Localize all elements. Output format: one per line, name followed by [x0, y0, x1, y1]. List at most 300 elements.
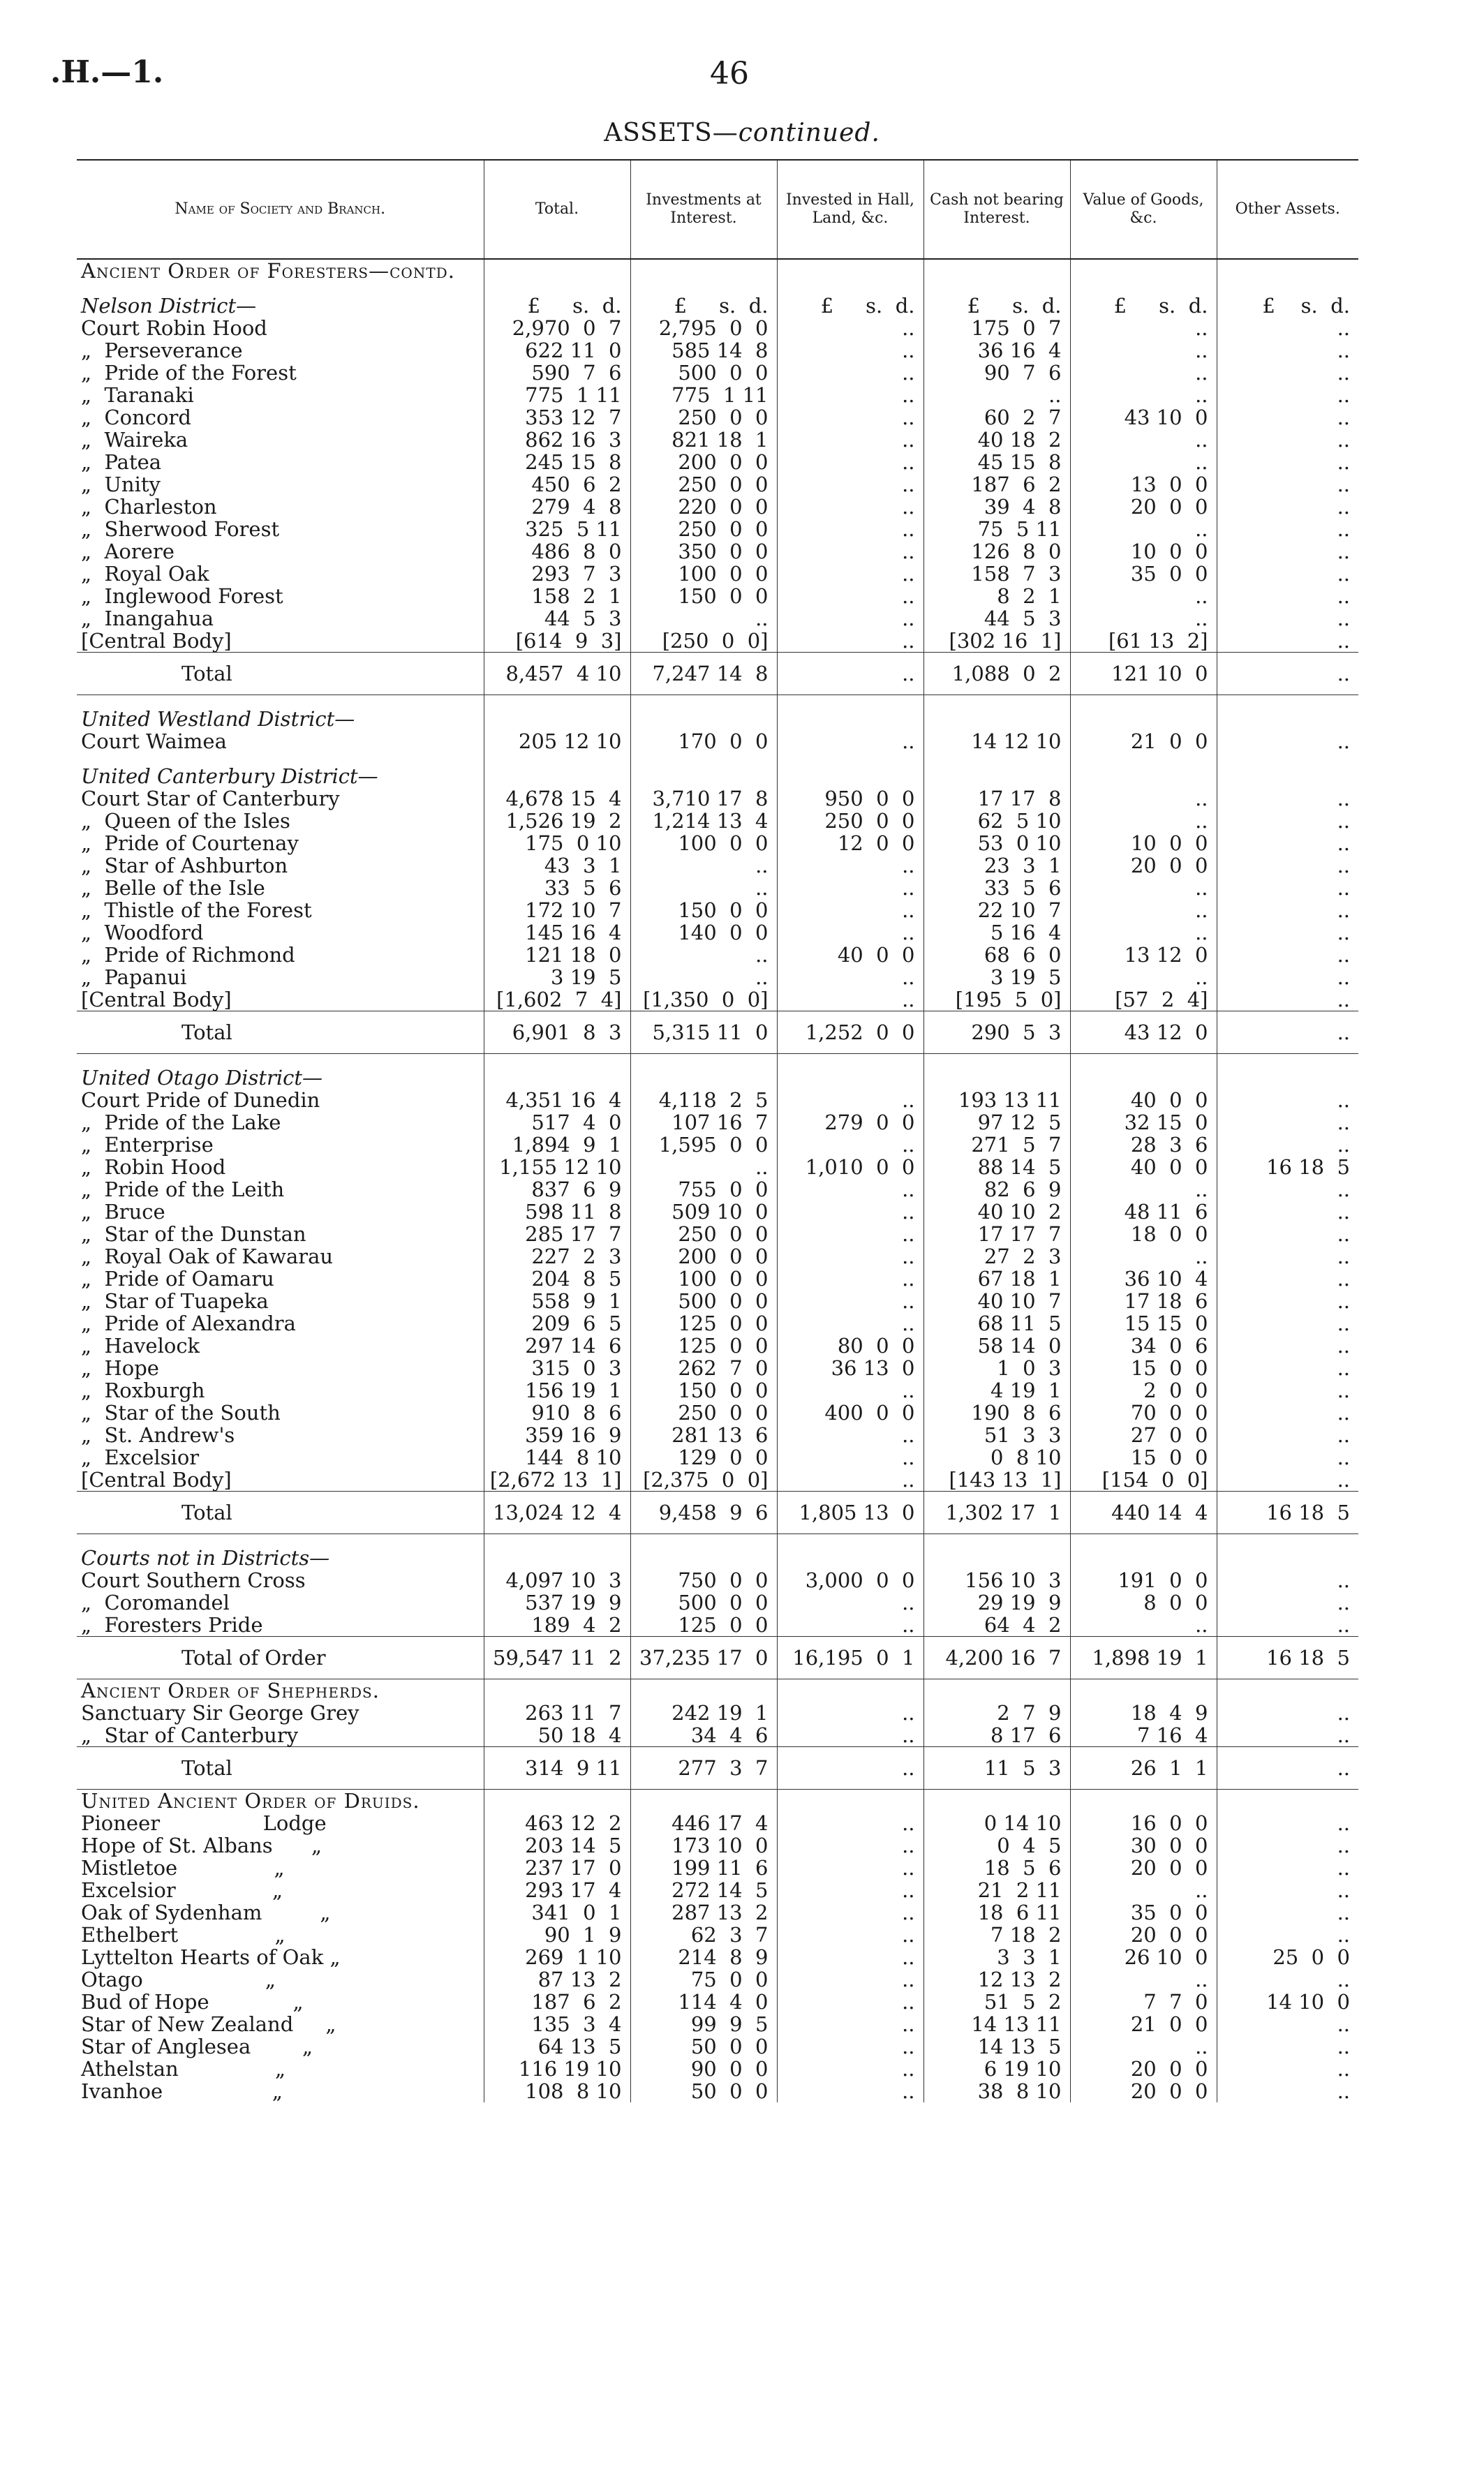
branch-name: „ Papanui	[81, 965, 187, 989]
value-cell: ..	[1070, 1178, 1217, 1201]
value-cell: 150 0 0	[630, 1379, 777, 1402]
value-cell: 34 0 6	[1070, 1335, 1217, 1357]
value-cell: ..	[777, 730, 923, 752]
value-cell: ..	[630, 1156, 777, 1178]
value-cell: ..	[777, 988, 923, 1011]
value-cell: ..	[1070, 585, 1217, 607]
value-cell: 269 1 10	[484, 1946, 630, 1968]
value-cell	[1217, 1534, 1358, 1570]
value-cell: 4 19 1	[923, 1379, 1070, 1402]
order-row	[77, 1679, 1358, 1702]
branch-name: Hope of St. Albans „	[81, 1834, 322, 1857]
page-title	[0, 119, 1484, 147]
value-cell: ..	[1217, 2080, 1358, 2102]
value-cell: 271 5 7	[923, 1134, 1070, 1156]
branch-name: Ivanhoe „	[81, 2079, 283, 2103]
value-cell: 486 8 0	[484, 540, 630, 563]
value-cell: 250 0 0	[630, 473, 777, 496]
value-cell: 100 0 0	[630, 1268, 777, 1290]
value-cell: 36 16 4	[923, 339, 1070, 362]
value-cell: 16,195 0 1	[777, 1637, 923, 1679]
value-cell: ..	[1217, 966, 1358, 988]
value-cell: 26 10 0	[1070, 1946, 1217, 1968]
value-cell: 28 3 6	[1070, 1134, 1217, 1156]
column-header-other: Other Assets.	[1217, 160, 1358, 259]
value-cell: ..	[1070, 1879, 1217, 1901]
value-cell: 293 7 3	[484, 563, 630, 585]
value-cell: 1,805 13 0	[777, 1492, 923, 1534]
value-cell: 45 15 8	[923, 451, 1070, 473]
value-cell: ..	[777, 2035, 923, 2058]
value-cell: 125 0 0	[630, 1335, 777, 1357]
value-cell: 0 14 10	[923, 1812, 1070, 1834]
value-cell: ..	[1217, 1089, 1358, 1111]
value-cell: 910 8 6	[484, 1402, 630, 1424]
value-cell: ..	[1217, 653, 1358, 695]
value-cell: ..	[1217, 1614, 1358, 1637]
value-cell: ..	[1217, 1469, 1358, 1492]
value-cell	[1070, 1054, 1217, 1090]
value-cell: 1,898 19 1	[1070, 1637, 1217, 1679]
value-cell: ..	[1217, 1924, 1358, 1946]
value-cell: ..	[630, 854, 777, 877]
value-cell: 50 18 4	[484, 1724, 630, 1747]
value-cell: 2,970 0 7	[484, 317, 630, 339]
value-cell: ..	[777, 1724, 923, 1747]
branch-name: Courts not in Districts—	[81, 1546, 330, 1570]
value-cell: 262 7 0	[630, 1357, 777, 1379]
value-cell: 18 4 9	[1070, 1702, 1217, 1724]
branch-name: Total	[77, 1747, 484, 1790]
value-cell: ..	[1070, 362, 1217, 384]
branch-name: „ Pride of the Lake	[81, 1111, 281, 1134]
branch-name: „ Pride of Courtenay	[81, 831, 299, 855]
value-cell: ..	[777, 1469, 923, 1492]
value-cell	[777, 1054, 923, 1090]
value-cell: 14 13 5	[923, 2035, 1070, 2058]
value-cell: 341 0 1	[484, 1901, 630, 1924]
value-cell: 156 19 1	[484, 1379, 630, 1402]
value-cell: ..	[1070, 607, 1217, 630]
value-cell: 187 6 2	[484, 1991, 630, 2013]
table-row	[77, 1089, 1358, 1111]
value-cell: ..	[777, 1268, 923, 1290]
table-row	[77, 966, 1358, 988]
value-cell: 145 16 4	[484, 921, 630, 944]
table-row	[77, 1223, 1358, 1245]
value-cell	[923, 752, 1070, 787]
value-cell: 3 3 1	[923, 1946, 1070, 1968]
table-row	[77, 1402, 1358, 1424]
value-cell: 43 12 0	[1070, 1011, 1217, 1054]
value-cell: ..	[777, 1946, 923, 1968]
branch-name: United Ancient Order of Druids.	[81, 1789, 420, 1813]
value-cell: 15 15 0	[1070, 1312, 1217, 1335]
district-row	[77, 282, 1358, 317]
branch-name: „ Robin Hood	[81, 1155, 226, 1179]
value-cell: ..	[630, 877, 777, 899]
value-cell: ..	[1070, 921, 1217, 944]
value-cell: ..	[1070, 1614, 1217, 1637]
value-cell: ..	[1217, 317, 1358, 339]
value-cell: 14 12 10	[923, 730, 1070, 752]
value-cell: 315 0 3	[484, 1357, 630, 1379]
table-row	[77, 1178, 1358, 1201]
value-cell: 7,247 14 8	[630, 653, 777, 695]
value-cell: ..	[1217, 921, 1358, 944]
value-cell: 20 0 0	[1070, 2080, 1217, 2102]
value-cell	[923, 259, 1070, 282]
value-cell: 3 19 5	[484, 966, 630, 988]
total-row	[77, 653, 1358, 695]
value-cell: ..	[777, 406, 923, 429]
table-row	[77, 944, 1358, 966]
branch-name: Star of Anglesea „	[81, 2035, 313, 2058]
branch-name: Court Waimea	[81, 729, 227, 753]
table-row	[77, 429, 1358, 451]
value-cell: ..	[630, 966, 777, 988]
branch-name: [Central Body]	[81, 1468, 232, 1492]
branch-name: „ Pride of Oamaru	[81, 1267, 274, 1291]
value-cell: 33 5 6	[484, 877, 630, 899]
value-cell: 125 0 0	[630, 1312, 777, 1335]
column-header-name: Name of Society and Branch.	[77, 160, 484, 259]
value-cell: 15 0 0	[1070, 1357, 1217, 1379]
value-cell: 281 13 6	[630, 1424, 777, 1446]
table-row	[77, 1201, 1358, 1223]
value-cell: ..	[777, 1591, 923, 1614]
value-cell: 517 4 0	[484, 1111, 630, 1134]
value-cell: 189 4 2	[484, 1614, 630, 1637]
value-cell: 245 15 8	[484, 451, 630, 473]
value-cell: 33 5 6	[923, 877, 1070, 899]
value-cell	[630, 752, 777, 787]
branch-name: „ Roxburgh	[81, 1379, 205, 1402]
column-header-cash: Cash not bearing Interest.	[923, 160, 1070, 259]
branch-name: Court Star of Canterbury	[81, 787, 340, 810]
value-cell: 44 5 3	[923, 607, 1070, 630]
value-cell: 38 8 10	[923, 2080, 1070, 2102]
value-cell: ..	[777, 921, 923, 944]
table-row	[77, 1290, 1358, 1312]
value-cell: [2,672 13 1]	[484, 1469, 630, 1492]
value-cell: 590 7 6	[484, 362, 630, 384]
value-cell: ..	[1217, 540, 1358, 563]
value-cell: 16 18 5	[1217, 1156, 1358, 1178]
value-cell: 140 0 0	[630, 921, 777, 944]
value-cell	[484, 752, 630, 787]
value-cell: ..	[777, 1312, 923, 1335]
table-row	[77, 384, 1358, 406]
table-row	[77, 2035, 1358, 2058]
value-cell	[777, 1679, 923, 1702]
value-cell: 279 4 8	[484, 496, 630, 518]
value-cell: 40 18 2	[923, 429, 1070, 451]
title-main: ASSETS—	[604, 119, 739, 147]
table-row	[77, 473, 1358, 496]
branch-name: Excelsior „	[81, 1878, 283, 1902]
value-cell: 821 18 1	[630, 429, 777, 451]
value-cell: 12 0 0	[777, 832, 923, 854]
value-cell: ..	[1217, 451, 1358, 473]
value-cell: 350 0 0	[630, 540, 777, 563]
value-cell: 5 16 4	[923, 921, 1070, 944]
total-row	[77, 1637, 1358, 1679]
value-cell: 50 0 0	[630, 2080, 777, 2102]
value-cell: ..	[1217, 1747, 1358, 1790]
value-cell: 175 0 7	[923, 317, 1070, 339]
page-number: 46	[710, 56, 749, 91]
value-cell: ..	[1070, 451, 1217, 473]
value-cell: 36 13 0	[777, 1357, 923, 1379]
value-cell: ..	[1217, 1402, 1358, 1424]
value-cell	[1217, 752, 1358, 787]
value-cell	[777, 259, 923, 282]
value-cell: 1,010 0 0	[777, 1156, 923, 1178]
table-row	[77, 1469, 1358, 1492]
value-cell: ..	[630, 607, 777, 630]
value-cell: 88 14 5	[923, 1156, 1070, 1178]
value-cell: 1,252 0 0	[777, 1011, 923, 1054]
value-cell: ..	[777, 1812, 923, 1834]
district-row	[77, 1054, 1358, 1090]
value-cell: 1,088 0 2	[923, 653, 1070, 695]
value-cell: 500 0 0	[630, 362, 777, 384]
branch-name: Mistletoe „	[81, 1856, 285, 1880]
value-cell: ..	[1217, 473, 1358, 496]
value-cell: 116 19 10	[484, 2058, 630, 2080]
table-row	[77, 362, 1358, 384]
value-cell: 250 0 0	[630, 1402, 777, 1424]
value-cell: ..	[777, 339, 923, 362]
table-row	[77, 1812, 1358, 1834]
value-cell: ..	[1217, 518, 1358, 540]
table-row	[77, 1424, 1358, 1446]
branch-name: „ Excelsior	[81, 1446, 200, 1469]
value-cell: 40 0 0	[777, 944, 923, 966]
value-cell: 2 0 0	[1070, 1379, 1217, 1402]
value-cell	[1217, 695, 1358, 731]
value-cell: £ s. d.	[630, 282, 777, 317]
value-cell: 353 12 7	[484, 406, 630, 429]
value-cell: ..	[1070, 1245, 1217, 1268]
value-cell: 21 0 0	[1070, 730, 1217, 752]
table-row	[77, 1991, 1358, 2013]
value-cell: ..	[1217, 1724, 1358, 1747]
branch-name: „ Hope	[81, 1356, 159, 1380]
table-row	[77, 607, 1358, 630]
table-row	[77, 1357, 1358, 1379]
value-cell: ..	[1070, 2035, 1217, 2058]
value-cell: ..	[777, 317, 923, 339]
value-cell: 67 18 1	[923, 1268, 1070, 1290]
value-cell: 277 3 7	[630, 1747, 777, 1790]
value-cell: ..	[1217, 1312, 1358, 1335]
value-cell: 35 0 0	[1070, 1901, 1217, 1924]
value-cell: ..	[777, 1424, 923, 1446]
value-cell: 125 0 0	[630, 1614, 777, 1637]
table-row	[77, 630, 1358, 653]
value-cell: ..	[1217, 2013, 1358, 2035]
value-cell: ..	[777, 966, 923, 988]
value-cell: ..	[1217, 1591, 1358, 1614]
value-cell: 121 10 0	[1070, 653, 1217, 695]
value-cell: 500 0 0	[630, 1290, 777, 1312]
value-cell: ..	[1217, 1569, 1358, 1591]
table-row	[77, 1156, 1358, 1178]
value-cell	[484, 1534, 630, 1570]
branch-name: Total	[77, 1492, 484, 1534]
value-cell: 214 8 9	[630, 1946, 777, 1968]
value-cell: 1 0 3	[923, 1357, 1070, 1379]
value-cell	[923, 1054, 1070, 1090]
value-cell: ..	[777, 899, 923, 921]
value-cell: 16 0 0	[1070, 1812, 1217, 1834]
value-cell: 755 0 0	[630, 1178, 777, 1201]
value-cell: 21 2 11	[923, 1879, 1070, 1901]
value-cell: 59,547 11 2	[484, 1637, 630, 1679]
value-cell	[923, 1534, 1070, 1570]
value-cell: ..	[777, 563, 923, 585]
value-cell: 62 3 7	[630, 1924, 777, 1946]
value-cell: ..	[1217, 1357, 1358, 1379]
value-cell: ..	[1217, 1812, 1358, 1834]
value-cell: 97 12 5	[923, 1111, 1070, 1134]
value-cell	[923, 1679, 1070, 1702]
value-cell: ..	[1217, 1245, 1358, 1268]
branch-name: United Westland District—	[81, 707, 355, 731]
value-cell: 598 11 8	[484, 1201, 630, 1223]
value-cell: ..	[630, 944, 777, 966]
value-cell: 1,894 9 1	[484, 1134, 630, 1156]
table-row	[77, 496, 1358, 518]
table-row	[77, 730, 1358, 752]
value-cell: 7 7 0	[1070, 1991, 1217, 2013]
value-cell: ..	[1217, 1290, 1358, 1312]
value-cell: 14 13 11	[923, 2013, 1070, 2035]
value-cell: £ s. d.	[1070, 282, 1217, 317]
value-cell: [57 2 4]	[1070, 988, 1217, 1011]
value-cell: 10 0 0	[1070, 540, 1217, 563]
header-row	[77, 160, 1358, 259]
value-cell: 100 0 0	[630, 832, 777, 854]
branch-name: United Canterbury District—	[81, 764, 378, 788]
value-cell: 237 17 0	[484, 1857, 630, 1879]
branch-name: „ Perseverance	[81, 339, 243, 362]
value-cell	[777, 1534, 923, 1570]
value-cell	[484, 1054, 630, 1090]
value-cell: 43 10 0	[1070, 406, 1217, 429]
table-row	[77, 1834, 1358, 1857]
value-cell: 440 14 4	[1070, 1492, 1217, 1534]
value-cell: 23 3 1	[923, 854, 1070, 877]
value-cell: 87 13 2	[484, 1968, 630, 1991]
value-cell: 4,097 10 3	[484, 1569, 630, 1591]
value-cell: ..	[1217, 406, 1358, 429]
value-cell: ..	[777, 877, 923, 899]
value-cell: ..	[1070, 810, 1217, 832]
value-cell	[484, 1790, 630, 1813]
value-cell: [143 13 1]	[923, 1469, 1070, 1492]
branch-name: Otago „	[81, 1968, 276, 1991]
value-cell: 17 18 6	[1070, 1290, 1217, 1312]
value-cell: [154 0 0]	[1070, 1469, 1217, 1492]
value-cell: ..	[1217, 1424, 1358, 1446]
value-cell: 3,000 0 0	[777, 1569, 923, 1591]
value-cell: ..	[1217, 1011, 1358, 1054]
value-cell: 203 14 5	[484, 1834, 630, 1857]
value-cell: 40 0 0	[1070, 1156, 1217, 1178]
branch-name: Total	[77, 653, 484, 695]
value-cell: ..	[777, 518, 923, 540]
value-cell: 509 10 0	[630, 1201, 777, 1223]
value-cell: 36 10 4	[1070, 1268, 1217, 1290]
branch-name: „ Woodford	[81, 921, 204, 944]
value-cell: 537 19 9	[484, 1591, 630, 1614]
value-cell	[1217, 1054, 1358, 1090]
value-cell: 285 17 7	[484, 1223, 630, 1245]
branch-name: Lyttelton Hearts of Oak „	[81, 1945, 341, 1969]
total-row	[77, 1011, 1358, 1054]
value-cell: 17 17 7	[923, 1223, 1070, 1245]
value-cell: 43 3 1	[484, 854, 630, 877]
branch-name: „ Havelock	[81, 1334, 200, 1358]
value-cell: 135 3 4	[484, 2013, 630, 2035]
branch-name: „ Star of Tuapeka	[81, 1289, 269, 1313]
branch-name: Court Pride of Dunedin	[81, 1088, 320, 1112]
order-row	[77, 1790, 1358, 1813]
value-cell: ..	[777, 1857, 923, 1879]
value-cell: ..	[777, 1702, 923, 1724]
value-cell: ..	[1217, 1879, 1358, 1901]
value-cell: 13 12 0	[1070, 944, 1217, 966]
branch-name: „ Enterprise	[81, 1133, 214, 1157]
table-row	[77, 406, 1358, 429]
value-cell: ..	[777, 1879, 923, 1901]
branch-name: „ Queen of the Isles	[81, 809, 290, 833]
value-cell: ..	[1217, 1223, 1358, 1245]
value-cell: 144 8 10	[484, 1446, 630, 1469]
value-cell: ..	[1070, 518, 1217, 540]
value-cell	[777, 752, 923, 787]
branch-name: Ancient Order of Foresters—contd.	[81, 259, 455, 283]
value-cell: 70 0 0	[1070, 1402, 1217, 1424]
value-cell: 173 10 0	[630, 1834, 777, 1857]
value-cell: ..	[1217, 1178, 1358, 1201]
branch-name: „ Belle of the Isle	[81, 876, 265, 900]
value-cell: 150 0 0	[630, 899, 777, 921]
value-cell: ..	[777, 1924, 923, 1946]
value-cell: 34 4 6	[630, 1724, 777, 1747]
value-cell: 129 0 0	[630, 1446, 777, 1469]
value-cell: ..	[1217, 563, 1358, 585]
value-cell: 51 3 3	[923, 1424, 1070, 1446]
value-cell: [614 9 3]	[484, 630, 630, 653]
value-cell: ..	[1217, 2035, 1358, 2058]
value-cell: 250 0 0	[777, 810, 923, 832]
value-cell: ..	[1217, 607, 1358, 630]
value-cell: 250 0 0	[630, 518, 777, 540]
value-cell: ..	[1217, 1379, 1358, 1402]
branch-name: „ Sherwood Forest	[81, 517, 280, 541]
value-cell: 2 7 9	[923, 1702, 1070, 1724]
value-cell	[630, 695, 777, 731]
value-cell: 18 6 11	[923, 1901, 1070, 1924]
value-cell: 585 14 8	[630, 339, 777, 362]
value-cell: 158 2 1	[484, 585, 630, 607]
branch-name: Bud of Hope „	[81, 1990, 304, 2014]
table-row	[77, 899, 1358, 921]
